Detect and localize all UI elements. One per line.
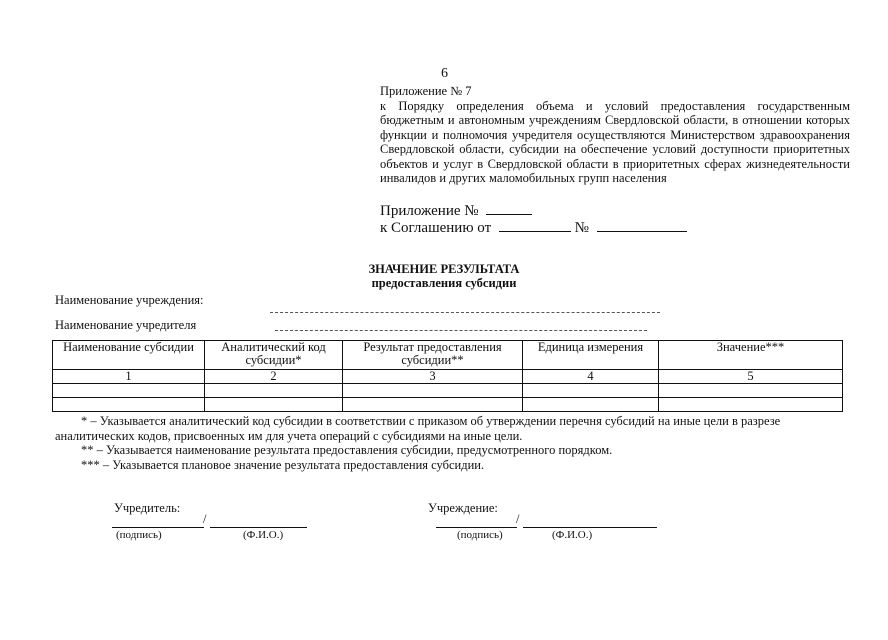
agreement-date-label: к Соглашению от — [380, 220, 492, 236]
appendix-block — [380, 84, 850, 186]
title-sub: предоставления субсидии — [371, 276, 517, 290]
header-result: Результат предоставления субсидии** — [343, 341, 523, 370]
table-cell — [659, 398, 843, 412]
table-cell — [523, 398, 659, 412]
column-number-5: 5 — [659, 370, 843, 384]
table-cell — [659, 384, 843, 398]
header-unit: Единица измерения — [523, 341, 659, 370]
institution-name-caption: (Ф.И.О.) — [552, 529, 593, 541]
table-cell — [53, 384, 205, 398]
footnote-2: ** – Указывается наименование результата предоставления субсидии, предусмотренного порядком. — [81, 443, 613, 457]
institution-name-signature-line — [523, 527, 657, 528]
institution-slash: / — [516, 512, 520, 526]
header-subsidy-name: Наименование субсидии — [53, 341, 205, 370]
founder-signature-caption: (подпись) — [116, 529, 162, 541]
table-cell — [205, 384, 343, 398]
agreement-line-2 — [380, 220, 687, 237]
table-cell — [205, 398, 343, 412]
table-header-row — [53, 341, 843, 370]
footnotes — [55, 414, 845, 472]
header-value: Значение*** — [659, 341, 843, 370]
agreement-line-1 — [380, 203, 687, 220]
title-main: ЗНАЧЕНИЕ РЕЗУЛЬТАТА — [368, 262, 520, 276]
header-analytic-code: Аналитический код субсидии* — [205, 341, 343, 370]
institution-name-line — [270, 312, 660, 313]
column-number-1: 1 — [53, 370, 205, 384]
table-cell — [53, 398, 205, 412]
institution-signature-caption: (подпись) — [457, 529, 503, 541]
table-cell — [343, 398, 523, 412]
footnote-1: * – Указывается аналитический код субсидии в соответствии с приказом об утверждении перечня субсидий на иные цели в разрезе аналитических кодов, присвоенных им для учета операций с субсидиями на иные цели. — [55, 414, 781, 443]
founder-signature-label: Учредитель: — [114, 501, 181, 515]
agreement-appendix-label: Приложение № — [380, 203, 479, 219]
document-title — [0, 262, 888, 290]
appendix-text: к Порядку определения объема и условий предоставления государственным бюджетным и автономным учреждениям Свердловской области, в отношении которых функции и полномочия учредителя осуществляются Министерством здравоохранения Свердловской области, субсидии на обеспечение условий доступности приоритетных объектов и услуг в Свердловской области в приоритетных сферах жизнедеятельности инвалидов и других маломобильных групп населения — [380, 98, 850, 185]
founder-name-label: Наименование учредителя — [55, 318, 197, 332]
founder-name-caption: (Ф.И.О.) — [243, 529, 284, 541]
agreement-block — [380, 203, 687, 237]
table-row — [53, 398, 843, 412]
agreement-number-label: № — [574, 220, 589, 236]
institution-name-label: Наименование учреждения: — [55, 293, 204, 307]
results-table — [52, 340, 843, 412]
column-number-4: 4 — [523, 370, 659, 384]
founder-name-line — [275, 330, 647, 331]
founder-slash: / — [203, 512, 207, 526]
founder-name-signature-line — [210, 527, 307, 528]
founder-signature-line — [112, 527, 204, 528]
agreement-appendix-number-blank — [486, 203, 532, 215]
table-cell — [343, 384, 523, 398]
footnote-3: *** – Указывается плановое значение результата предоставления субсидии. — [81, 457, 485, 472]
table-cell — [523, 384, 659, 398]
column-number-2: 2 — [205, 370, 343, 384]
table-number-row — [53, 370, 843, 384]
appendix-heading: Приложение № 7 — [380, 84, 472, 98]
institution-signature-line — [436, 527, 517, 528]
agreement-date-blank — [499, 220, 571, 232]
institution-signature-label: Учреждение: — [428, 501, 498, 515]
column-number-3: 3 — [343, 370, 523, 384]
table-row — [53, 384, 843, 398]
page-number: 6 — [441, 66, 448, 81]
agreement-number-blank — [597, 220, 687, 232]
